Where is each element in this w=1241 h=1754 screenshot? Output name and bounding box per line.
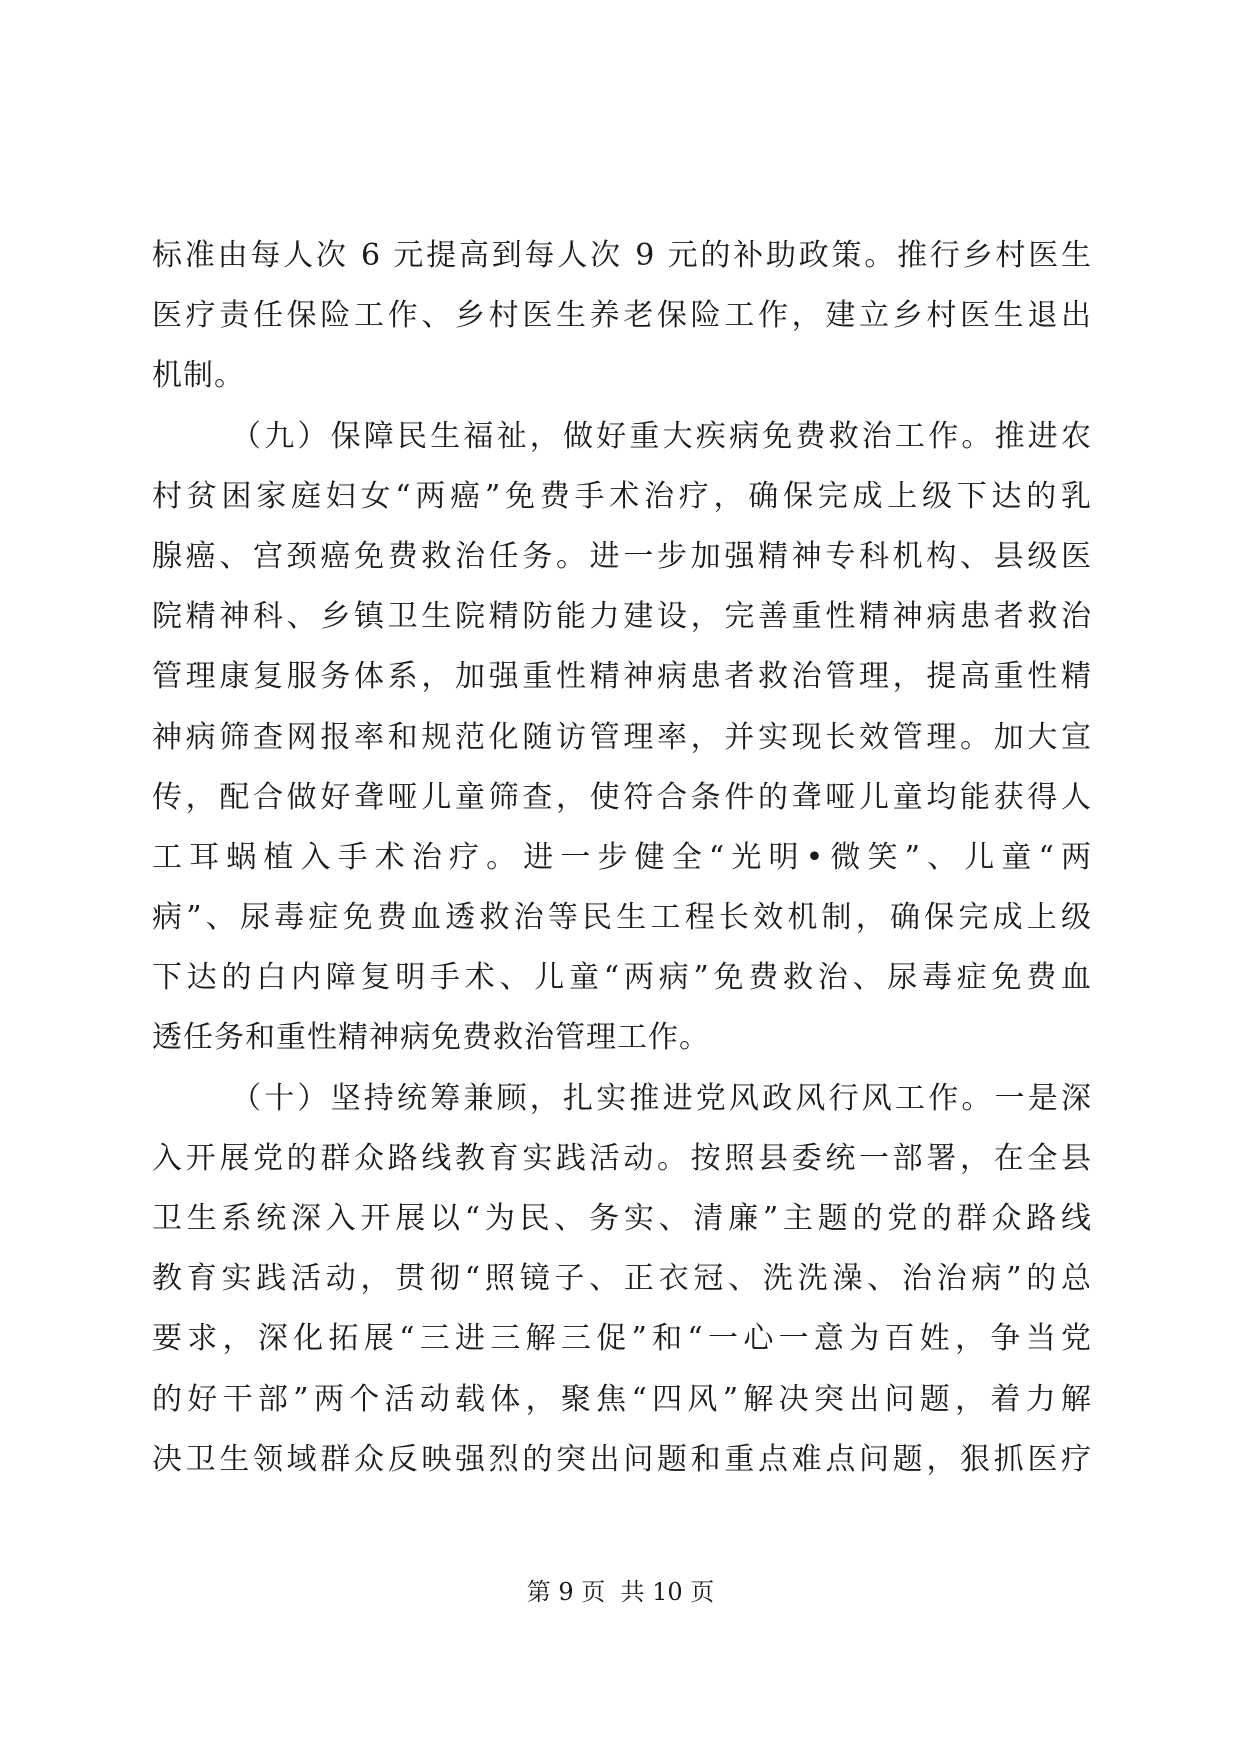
text-line: 村贫困家庭妇女“两癌”免费手术治疗，确保完成上级下达的乳 xyxy=(152,478,1092,514)
text-line: 管理康复服务体系，加强重性精神病患者救治管理，提高重性精 xyxy=(152,659,1092,695)
text-line: 病”、尿毒症免费血透救治等民生工程长效机制，确保完成上级 xyxy=(152,900,1092,936)
text-line: 的好干部”两个活动载体，聚焦“四风”解决突出问题，着力解 xyxy=(152,1381,1092,1417)
text-line: 机制。 xyxy=(152,358,245,394)
text-line: 要求，深化拓展“三进三解三促”和“一心一意为百姓，争当党 xyxy=(152,1321,1092,1357)
paragraph-heading-nine: （九）保障民生福祉，做好重大疾病免费救治工作。推进农 xyxy=(231,418,1092,454)
body-text xyxy=(152,226,1092,1490)
text-line: 标准由每人次 6 元提高到每人次 9 元的补助政策。推行乡村医生 xyxy=(152,238,1092,273)
text-line: 神病筛查网报率和规范化随访管理率，并实现长效管理。加大宣 xyxy=(152,719,1092,755)
text-line: 腺癌、宫颈癌免费救治任务。进一步加强精神专科机构、县级医 xyxy=(152,538,1092,574)
text-line: 卫生系统深入开展以“为民、务实、清廉”主题的党的群众路线 xyxy=(152,1201,1092,1236)
paragraph-heading-ten: （十）坚持统筹兼顾，扎实推进党风政风行风工作。一是深 xyxy=(231,1080,1092,1116)
text-line: 医疗责任保险工作、乡村医生养老保险工作，建立乡村医生退出 xyxy=(152,298,1092,334)
text-line: 透任务和重性精神病免费救治管理工作。 xyxy=(152,1020,710,1056)
text-line: 工耳蜗植入手术治疗。进一步健全“光明•微笑”、儿童“两 xyxy=(152,839,1092,875)
text-line: 传，配合做好聋哑儿童筛查，使符合条件的聋哑儿童均能获得人 xyxy=(152,779,1092,815)
text-line: 下达的白内障复明手术、儿童“两病”免费救治、尿毒症免费血 xyxy=(152,960,1092,996)
text-line: 入开展党的群众路线教育实践活动。按照县委统一部署，在全县 xyxy=(152,1140,1092,1176)
text-line: 院精神科、乡镇卫生院精防能力建设，完善重性精神病患者救治 xyxy=(152,599,1092,635)
page-number-footer: 第 9 页 共 10 页 xyxy=(526,1578,715,1606)
text-line: 教育实践活动，贯彻“照镜子、正衣冠、洗洗澡、治治病”的总 xyxy=(152,1261,1092,1297)
text-line: 决卫生领域群众反映强烈的突出问题和重点难点问题，狠抓医疗 xyxy=(152,1441,1092,1477)
